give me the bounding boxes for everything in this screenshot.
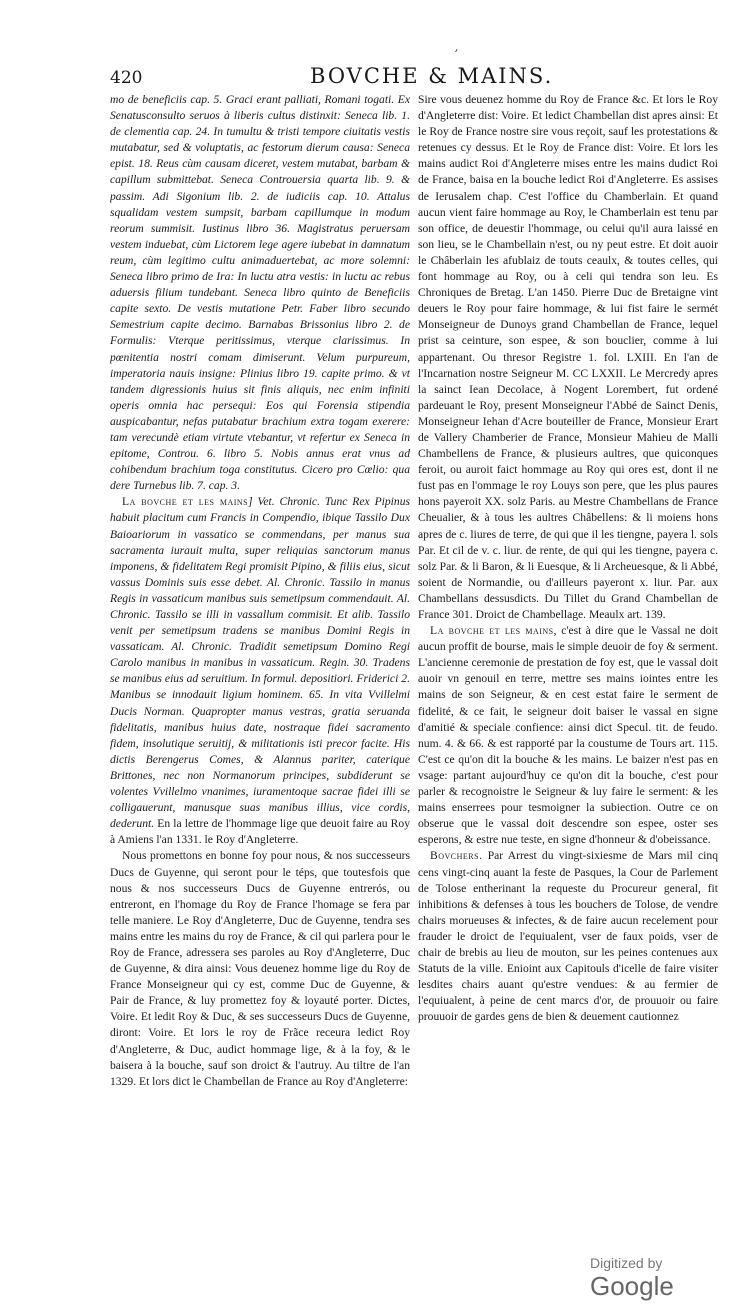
bouche-text: c'est à dire que le Vassal ne doit aucun proffit de bourse, mais le simple deuoir de foy & serment. L'ancienne ceremonie de prestation de foy est, que le vassal doit auoir vn genouil en terre, mettre ses mains iointes entre les mains de son Seigneur, & en cest estat faire le serment de fidelité, & ce fait, le seigneur doit baiser le vassal en signe d'amitié & speciale confience: ainsi dict Specul. tit. de feudo. num. 4. & 66. & est rapporté par la coustume de Tours art. 115. C'est ce qu'on dit la bouche & les mains. Le baizer n'est pas en vsage: partant aujourd'huy ce qu'on dit la bouche, c'est pour parler & recognoistre le Seigneur & luy faire le serment: & les mains enserrees pour tesmoigner la subiection. Outre ce on obserue que le vassal doit descendre son espee, oster ses esperons, & estre nue teste, en signe d'honneur & d'obeissance. (418, 624, 718, 847)
google-logo: Google (590, 1271, 674, 1301)
page-number: 420 (110, 68, 143, 88)
right-paragraph-3 (418, 848, 718, 1025)
running-title: BOVCHE & MAINS. (310, 64, 554, 88)
digitized-watermark (590, 1255, 742, 1302)
bouchers-text: Par Arrest du vingt-sixiesme de Mars mil cinq cens vingt-cinq auant la feste de Pasques, la Cour de Parlement de Tolose entherinant la requeste du Procureur general, fit inhibitions & defenses à tous les bouchers de Tolose, de vendre chairs morueuses & infectes, & de faire aucun recelement pour frauder le droict de l'equiualent, vser de faux poids, vser de chair de brebis au lieu de mouton, sur les peines contenues aux Statuts de la ville. Enioint aux Capitouls d'icelle de faire visiter lesdites chairs auant qu'estre vendues: & au fermier de l'equiualent, à peine de cent marcs d'or, de prouuoir ou faire prouuoir de gardes gens de bien & deuement cautionnez (418, 849, 718, 1024)
latin-notes: mo de beneficiis cap. 5. Graci erant palliati, Romani togati. Ex Senatusconsulto seruos à liberis cultus distinxit: Seneca lib. 1. de clementia cap. 24. In tumultu & tristi tempore ciuitatis vestis mutabatur, sed & voluptatis, ac festorum dierum causa: Seneca epist. 18. Reus cùm causam diceret, vestem mutabat, barbam & capillum submittebat. Seneca Controuersia quarta lib. 9. & passim. Adi Sigonium lib. 2. de iudiciis cap. 10. Attalus squalidam vestem sumpsit, barbam capillumque in modum reorum summisit. Iustinus libro 36. Magistratus peruersam vestem induebat, cùm Lictorem lege agere iubebat in damnatum reum, cùm legitimo cultu animaduertebat, ac more solemni: Seneca libro primo de Ira: In luctu atra vestis: in luctu ac rebus aduersis filium tundebant. Seneca libro quinto de Beneficiis capite sexto. De vestis mutatione Petr. Faber libro secundo Semestrium capite decimo. Barnabas Brissonius libro 2. de Formulis: Vterque peritissimus, vterque clarissimus. In pœnitentia nostri comam dimiserunt. Velum purpureum, imperatoria nauis insigne: Plinius libro 19. capite primo. & vt tandem digressionis huius sit finis aliquis, nec enim infiniti operis omnia hac persequi: Eos qui Forensia stipendia auspicabantur, nefas putabatur brachium extra togam exerere: tam verecundè etiam virtute vtebantur, vt refertur ex Seneca in epitome, Controu. 6. libro 5. Nobis annus erat vnus ad cohibendum brachium toga constitutus. Cicero pro Cœlio: qua dere Turnebus lib. 7. cap. 3. (110, 93, 410, 493)
page-header (110, 62, 710, 90)
bouche-lemma: La bovche et les mains, (430, 624, 558, 638)
chronicle-paragraph (110, 494, 410, 848)
right-paragraph-2 (418, 623, 718, 848)
top-mark: ′ (455, 48, 458, 63)
right-column (418, 92, 718, 1182)
left-column (110, 92, 410, 1092)
bouchers-lemma: Bovchers. (430, 849, 483, 863)
chronicle-text: ] Vet. Chronic. Tunc Rex Pipinus habuit placitum cum Francis in Compendio, ibique Tassilo Dux Baioariorum in vassatico se commendans, per manus sua sacramenta iurauit multa, super reliquias sanctorum manus imponens, & fidelitatem Regi promisit Pipino, & filiis eius, sicut vassus Dominis suis esse debet. Al. Chronic. Tassilo in manus Regis in vassaticum manibus suis semetipsum commendauit. Al. Chronic. Tassilo se illi in vassallum commisit. Et alib. Tassilo venit per semetipsum tradens se manibus Domini Regis in vassaticam. Al. Chronic. Tradidit semetipsum Domino Regi Carolo manibus in manibus in vassaticum. Regin. 30. Tradens se manibus eius ad seruitium. In formul. depositiori. Friderici 2. Manibus se innodauit ligium hominem. 65. In vita Vvillelmi Ducis Norman. Quapropter manus vestras, gratia seruanda fidelitatis, manibus huius date, nostraque fidei sacramento fidem, insolutique seruitij, & militationis isti precor facite. His dictis Berengerus Comes, & Alannus pariter, caterique Brittones, nec non Normanorum principes, subdiderunt se volentes Vvillelmo vnanimes, iuramentoque sacrae fidei illi se colligauerunt, manusque suas manibus illius, vice cordis, dederunt. (110, 495, 410, 831)
digitized-prefix: Digitized by (590, 1255, 663, 1271)
french-body: Nous promettons en bonne foy pour nous, & nos successeurs Ducs de Guyenne, qui seront pour le téps, que toutesfois que nous & nos successeurs Ducs de Guyenne entrerós, ou entreront, en l'homage du Roy de France l'homage se fera par telle maniere. Le Roy d'Angleterre, Duc de Guyenne, tendra ses mains entre les mains du roy de France, & cil qui parlera pour le Roy de France, adressera ses paroles au Roy d'Angleterre, Duc de Guyenne, & dira ainsi: Vous deuenez homme lige du Roy de France Monseigneur qui cy est, comme Duc de Guyenne, & Pair de France, & luy promettez foy & loyauté porter. Dictes, Voire. Et ledit Roy & Duc, & ses successeurs Ducs de Guyenne, diront: Voire. Et lors le roy de Frãce receura ledict Roy d'Angleterre, & Duc, audict hommage lige, & à la foy, & le baisera à la bouche, sauf son droict & l'autruy. Au tiltre de l'an 1329. Et lors dict le Chambellan de France au Roy d'Angleterre: (110, 849, 410, 1088)
right-paragraph-1: Sire vous deuenez homme du Roy de France &c. Et lors le Roy d'Angleterre dist: Voire. Et ledict Chambellan dist apres ainsi: Et le Roy de France nostre sire vous reçoit, sauf les protestations & retenues cy dessus. Et le Roy de France dist: Voire. Et lors les mains audict Roi d'Angleterre mises entre les mains dudict Roi de France, baisa en la bouche ledict Roi d'Angleterre. Es assises de Ierusalem chap. C'est l'office du Chamberlain. Et quand aucun vient faire hommage au Roy, le Chamberlain est tenu par son office, de deuestir l'hommage, ou celui qu'il aura laissé en son lieu, se le Chambellain n'est, ou ny peut estre. Et doit auoir le Châberlain les afublaiz de touts ceaulx, & toutes celles, qui font hommage au Roy, ou à celi qui tendra son leu. Es Chroniques de Bretag. L'an 1450. Pierre Duc de Bretaigne vint deuers le Roy pour faire hommage, & lui fist faire le sermét Monseigneur de Dunoys grand Chambellan de France, lequel prist sa ceinture, son espee, & son bouclier, comme à lui appartenant. Ou thresor Registre 1. fol. LXIII. En l'an de l'Incarnation nostre Seigneur M. CC LXXII. Le Mercredy apres la sainct Iean Decolace, à Nogent Lorembert, fut ordené pardeuant le Roy, present Monseigneur l'Abbé de Sainct Denis, Monseigneur Iehan d'Acre bouteiller de France, Monsieur Erart de Vallery Chamberier de France, Monsieur Mahieu de Malli Chambellens de France, & plusieurs aultres, que quiconques feroit, ou auroit faict hommage au Roy qui ores est, dont il ne fust pas en l'ommage le roy Louys son pere, que les plus paures hons payeroit XX. solz Paris. au Mestre Chambellans de France Cheualier, & à tous les aultres Châbellens: & li moiens hons apres de c. liures de terre, de qui que il les tiengne, payera l. sols Par. Et cil de v. c. liur. de rente, de qui qui les tiengne, payera c. solz Par. & li Baron, & li Euesque, & li Archeuesque, & li Abbé, soient de Normandie, ou d'ailleurs payeront x. liur. Par. aux Chambellans dessusdicts. Du Tillet du Grand Chambellan de France 301. Droict de Chambellage. Meaulx art. 139. (418, 93, 718, 621)
french-intro: En la lettre de l'hommage lige que deuoit faire au Roy à Amiens l'an 1331. le Roy d'Angleterre. (110, 817, 410, 847)
chronicle-lemma: La bovche et les mains (122, 495, 249, 509)
